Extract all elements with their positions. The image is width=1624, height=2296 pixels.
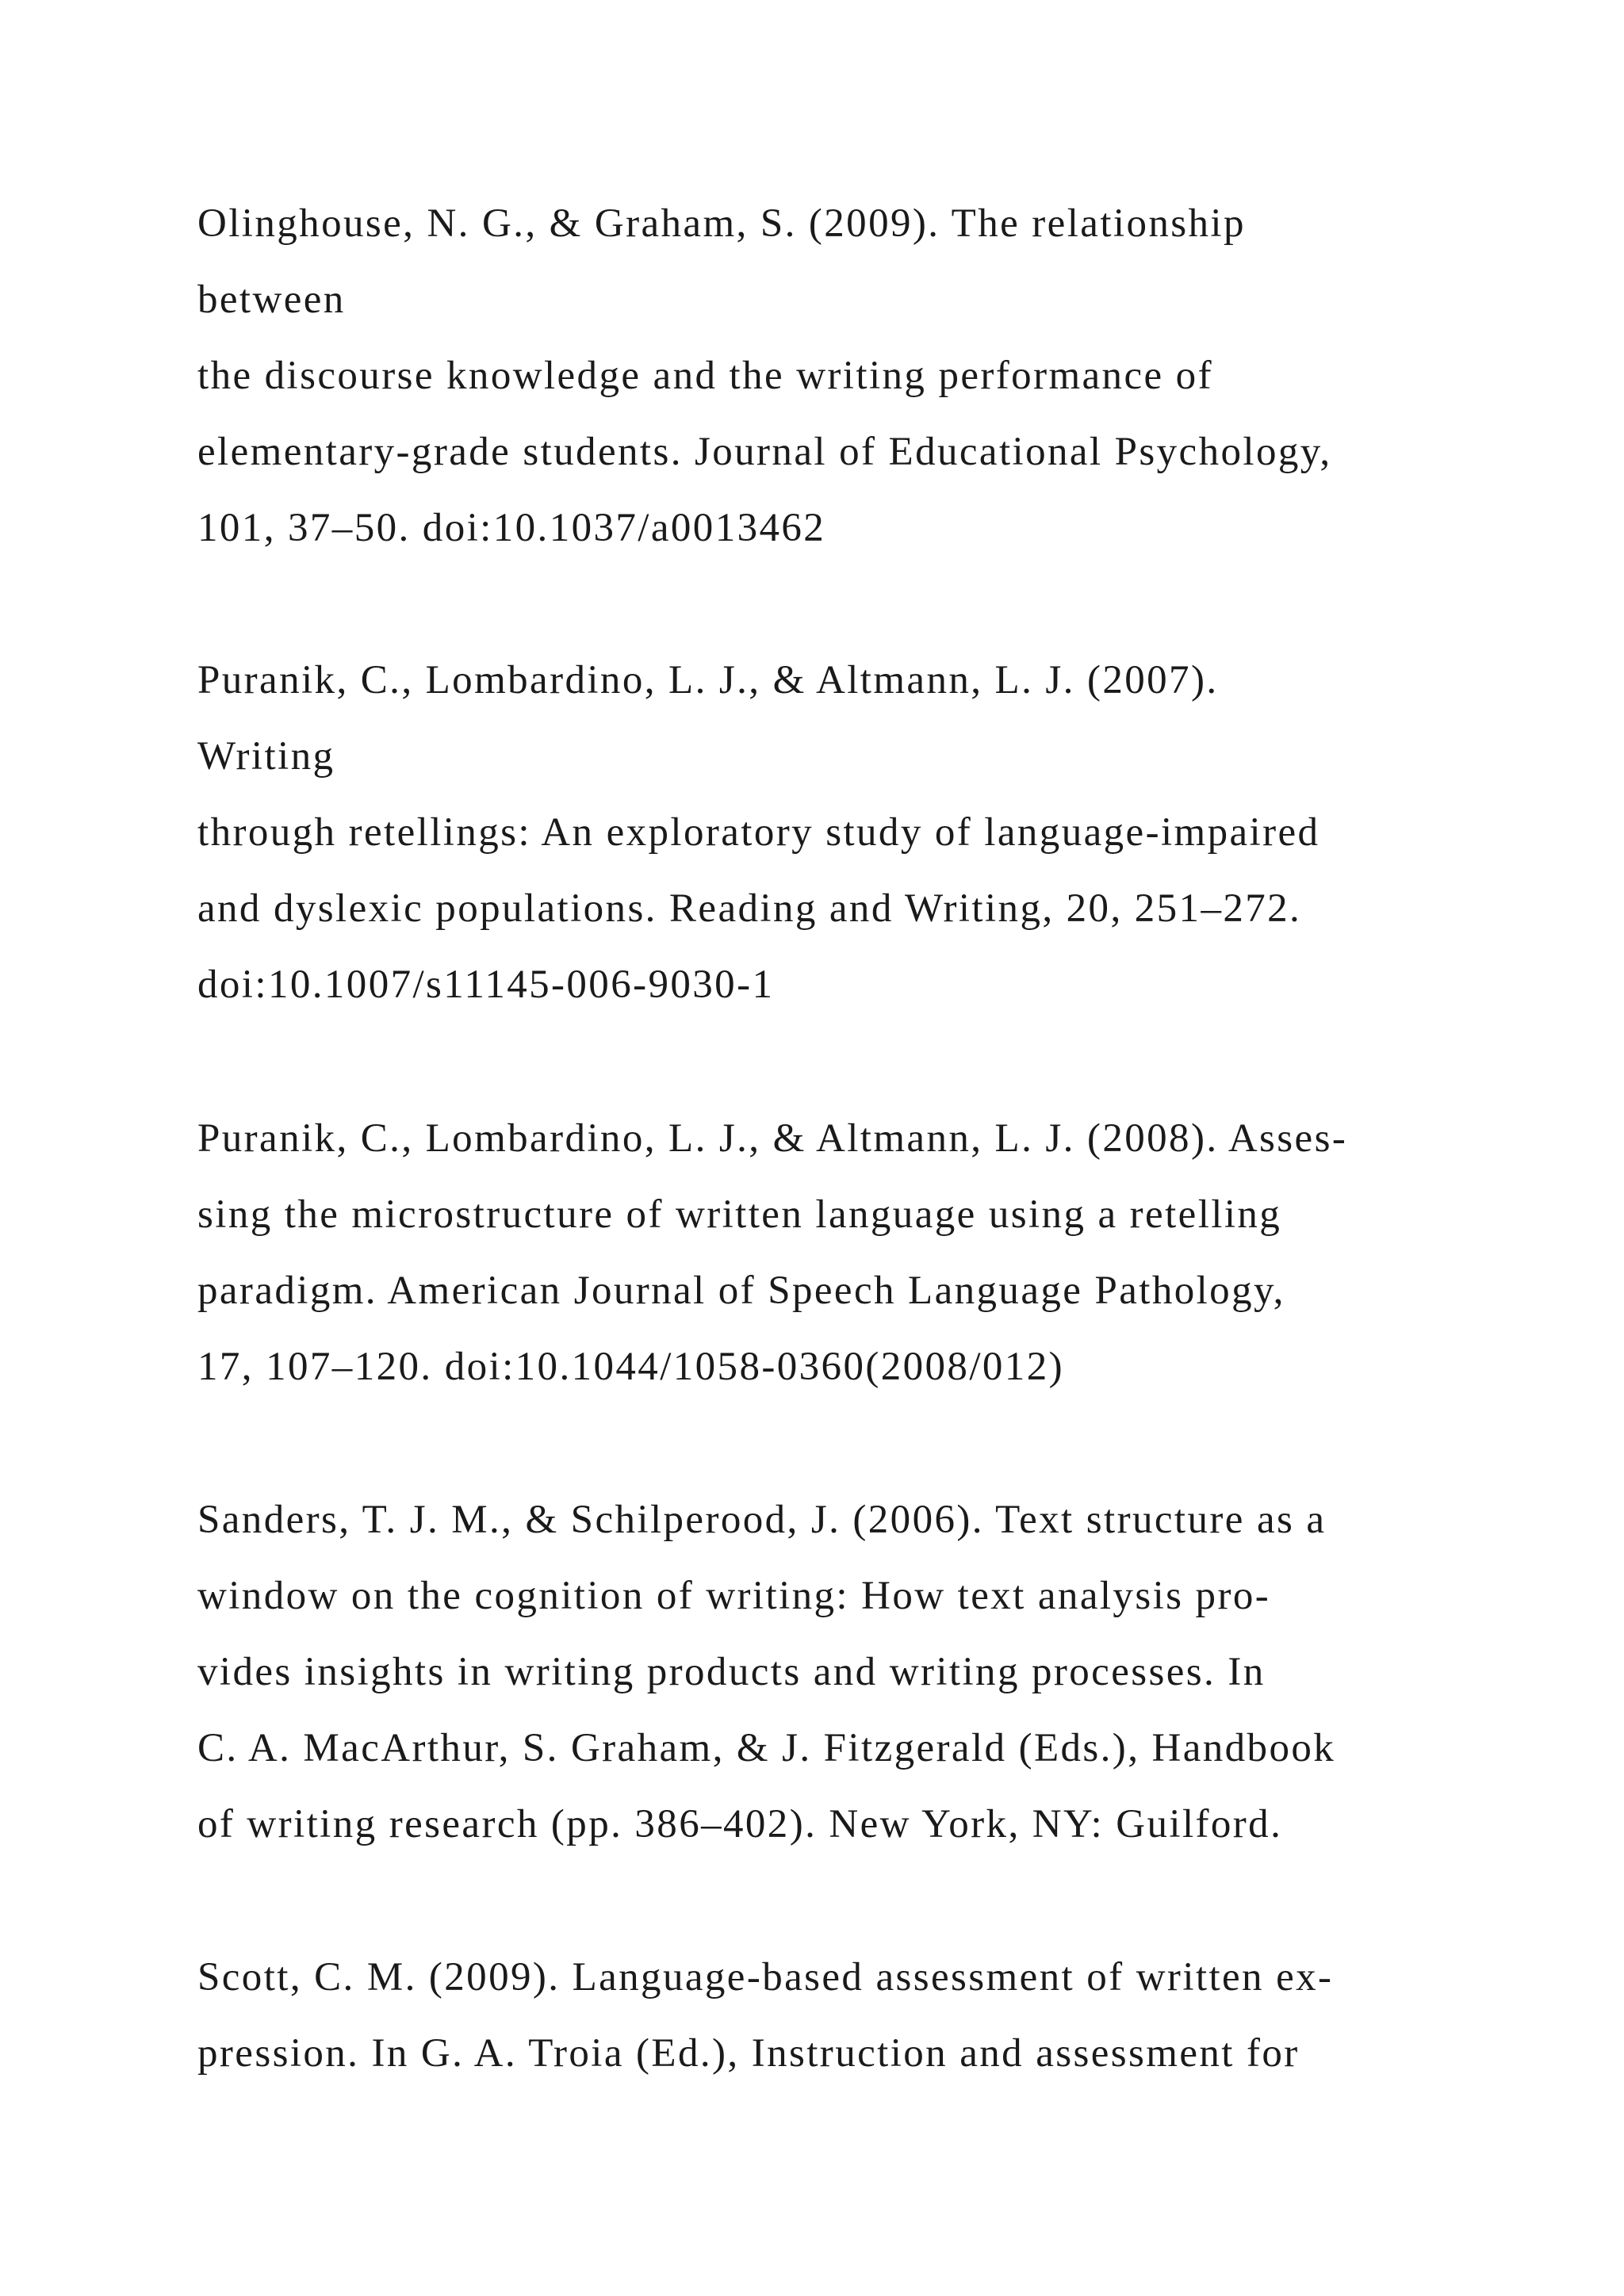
reference-line: elementary-grade students. Journal of Educational Psychology,: [197, 430, 1332, 474]
reference-line: paradigm. American Journal of Speech Language Pathology,: [197, 1269, 1285, 1313]
reference-line: of writing research (pp. 386–402). New York, NY: Guilford.: [197, 1802, 1283, 1846]
reference-line: the discourse knowledge and the writing performance of: [197, 354, 1213, 398]
reference-line: doi:10.1007/s11145-006-9030-1: [197, 962, 775, 1007]
reference-line: Sanders, T. J. M., & Schilperood, J. (2006). Text structure as a: [197, 1498, 1327, 1542]
reference-line: window on the cognition of writing: How text analysis pro-: [197, 1574, 1271, 1618]
reference-line: Scott, C. M. (2009). Language-based assessment of written ex-: [197, 1955, 1334, 1999]
reference-line: vides insights in writing products and writing processes. In: [197, 1650, 1266, 1694]
reference-entry: [197, 1482, 1545, 1862]
reference-entry: [197, 642, 1545, 1023]
reference-line: through retellings: An exploratory study of language-impaired: [197, 810, 1320, 855]
reference-line: C. A. MacArthur, S. Graham, & J. Fitzgerald (Eds.), Handbook: [197, 1726, 1336, 1770]
reference-line: Olinghouse, N. G., & Graham, S. (2009). The relationship: [197, 201, 1246, 246]
reference-line: sing the microstructure of written language using a retelling: [197, 1192, 1282, 1237]
reference-line: Writing: [197, 734, 335, 779]
reference-line: Puranik, C., Lombardino, L. J., & Altmann, L. J. (2008). Asses-: [197, 1116, 1348, 1161]
reference-line: 101, 37–50. doi:10.1037/a0013462: [197, 506, 826, 550]
reference-entry: [197, 1939, 1545, 2091]
reference-line: Puranik, C., Lombardino, L. J., & Altmann, L. J. (2007).: [197, 658, 1219, 702]
reference-entry: [197, 186, 1545, 566]
reference-line: and dyslexic populations. Reading and Writing, 20, 251–272.: [197, 886, 1302, 931]
reference-line: pression. In G. A. Troia (Ed.), Instruction and assessment for: [197, 2031, 1300, 2076]
reference-entry: [197, 1100, 1545, 1405]
reference-line: 17, 107–120. doi:10.1044/1058-0360(2008/012): [197, 1345, 1064, 1389]
reference-line: between: [197, 277, 346, 322]
